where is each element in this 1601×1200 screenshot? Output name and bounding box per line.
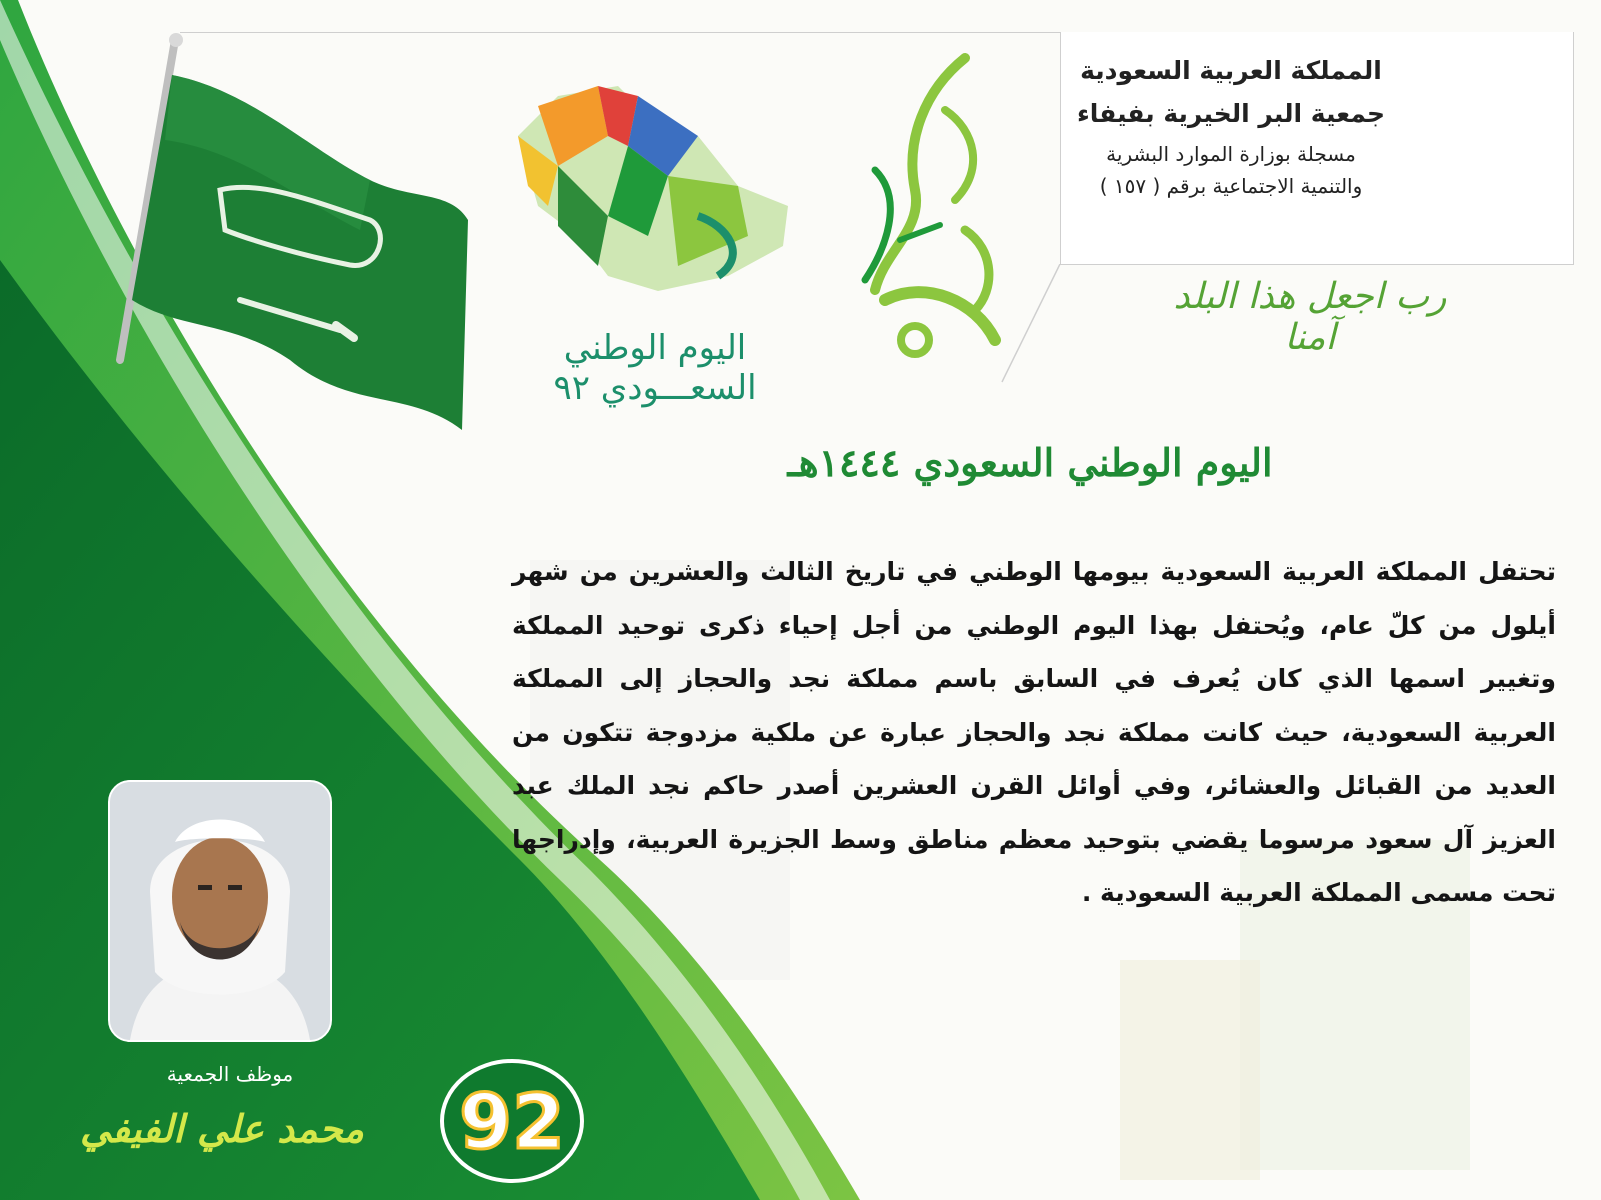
national-day-logo-icon [498,76,798,306]
badge-92-text: 92 [459,1077,565,1166]
staff-name: محمد علي الفيفي [80,1106,364,1151]
verse-calligraphy: رب اجعل هذا البلد آمنا [1173,276,1447,358]
national-day-logo-line-1: اليوم الوطني [563,328,747,368]
staff-label: موظف الجمعية [166,1062,294,1086]
saudi-flag-icon [110,30,490,430]
national-day-logo-line-2: السعـــودي ٩٢ [553,368,757,408]
staff-photo [108,780,332,1042]
organization-header [1001,52,1461,198]
charity-name: جمعية البر الخيرية بفيفاء [1076,99,1386,128]
registration-line-2: والتنمية الاجتماعية برقم ( ١٥٧ ) [1099,174,1363,198]
kingdom-name: المملكة العربية السعودية [1080,56,1382,85]
national-day-logo-text [520,328,790,408]
registration-line-1: مسجلة بوزارة الموارد البشرية [1106,142,1356,166]
charity-logo-icon [845,50,1015,360]
person-avatar-icon [110,782,330,1040]
badge-92 [437,1056,587,1186]
body-paragraph: تحتفل المملكة العربية السعودية بيومها الوطني في تاريخ الثالث والعشرين من شهر أيلول من كلّ عام، ويُحتفل بهذا اليوم الوطني من أجل إحياء ذكرى توحيد المملكة وتغيير اسمها الذي كان يُعرف في السابق باسم مملكة نجد والحجاز إلى المملكة العربية السعودية، حيث كانت مملكة نجد والحجاز عبارة عن ملكية مزدوجة تتكون من العديد من القبائل والعشائر، وفي أوائل القرن العشرين أصدر حاكم نجد الملك عبد العزيز آل سعود مرسوما يقضي بتوحيد معظم مناطق وسط الجزيرة العربية، وإدراجها تحت مسمى المملكة العربية السعودية . [512,557,1556,907]
main-title: اليوم الوطني السعودي ١٤٤٤هـ [787,440,1273,485]
